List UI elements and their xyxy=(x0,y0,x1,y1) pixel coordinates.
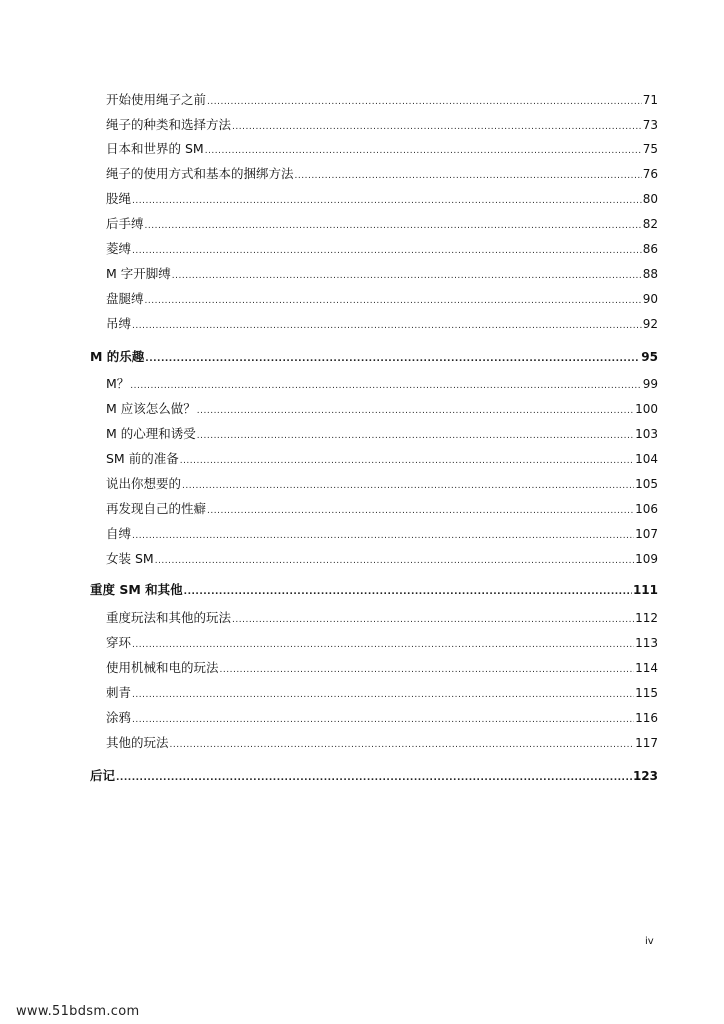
toc-entry-page: 115 xyxy=(635,686,658,700)
toc-entry-page: 76 xyxy=(642,167,658,181)
toc-section-entry[interactable] xyxy=(106,683,658,703)
toc-section-entry[interactable] xyxy=(106,449,658,469)
toc-entry-title: 绳子的使用方式和基本的捆绑方法 xyxy=(106,166,294,181)
toc-section-entry[interactable] xyxy=(106,164,658,184)
toc-dot-leader xyxy=(232,117,642,137)
toc-entry-title: SM 前的准备 xyxy=(106,451,179,466)
toc-section-entry[interactable] xyxy=(106,658,658,678)
toc-entry-title: 女装 SM xyxy=(106,551,154,566)
toc-section-entry[interactable] xyxy=(106,314,658,334)
toc-entry-title: M 应该怎么做？ xyxy=(106,401,196,416)
toc-entry-page: 104 xyxy=(635,452,658,466)
toc-dot-leader xyxy=(205,141,642,161)
toc-entry-page: 111 xyxy=(632,583,658,597)
toc-dot-leader xyxy=(295,166,642,186)
toc-entry-page: 90 xyxy=(642,292,658,306)
watermark: www.51bdsm.com xyxy=(16,1004,140,1019)
toc-entry-title: M？ xyxy=(106,376,130,391)
toc-dot-leader xyxy=(207,501,634,521)
toc-dot-leader xyxy=(207,92,642,112)
toc-entry-page: 99 xyxy=(642,377,658,391)
toc-section-entry[interactable] xyxy=(106,214,658,234)
toc-entry-title: 重度玩法和其他的玩法 xyxy=(106,610,232,625)
toc-entry-page: 117 xyxy=(635,736,658,750)
toc-entry-title: 说出你想要的 xyxy=(106,476,182,491)
toc-section-entry[interactable] xyxy=(106,733,658,753)
toc-dot-leader xyxy=(132,191,642,211)
toc-section-entry[interactable] xyxy=(106,424,658,444)
toc-entry-title: 自缚 xyxy=(106,526,132,541)
toc-entry-page: 106 xyxy=(635,502,658,516)
toc-dot-leader xyxy=(132,635,634,655)
toc-section-entry[interactable] xyxy=(106,374,658,394)
toc-entry-title: 菱缚 xyxy=(106,241,132,256)
toc-dot-leader xyxy=(116,768,632,788)
toc-dot-leader xyxy=(197,401,634,421)
toc-entry-title: 后手缚 xyxy=(106,216,144,231)
toc-section-entry[interactable] xyxy=(106,499,658,519)
toc-dot-leader xyxy=(172,266,642,286)
toc-dot-leader xyxy=(184,582,632,602)
toc-entry-title: 后记 xyxy=(90,768,116,783)
toc-dot-leader xyxy=(145,291,642,311)
toc-section-entry[interactable] xyxy=(106,708,658,728)
toc-entry-title: 使用机械和电的玩法 xyxy=(106,660,219,675)
toc-section-entry[interactable] xyxy=(106,90,658,110)
toc-entry-page: 92 xyxy=(642,317,658,331)
toc-dot-leader xyxy=(170,735,635,755)
toc-section-entry[interactable] xyxy=(106,139,658,159)
toc-entry-page: 82 xyxy=(642,217,658,231)
toc-entry-title: 其他的玩法 xyxy=(106,735,169,750)
toc-section-entry[interactable] xyxy=(106,239,658,259)
toc-dot-leader xyxy=(155,551,634,571)
toc-entry-title: 盘腿缚 xyxy=(106,291,144,306)
toc-dot-leader xyxy=(145,349,640,369)
toc-entry-page: 114 xyxy=(635,661,658,675)
toc-dot-leader xyxy=(132,526,634,546)
toc-dot-leader xyxy=(180,451,634,471)
toc-section-entry[interactable] xyxy=(106,633,658,653)
toc-entry-page: 100 xyxy=(635,402,658,416)
toc-section-entry[interactable] xyxy=(106,524,658,544)
toc-dot-leader xyxy=(132,241,642,261)
toc-dot-leader xyxy=(182,476,634,496)
toc-section-entry[interactable] xyxy=(106,189,658,209)
toc-entry-page: 80 xyxy=(642,192,658,206)
toc-section-entry[interactable] xyxy=(106,264,658,284)
toc-dot-leader xyxy=(132,685,634,705)
toc-entry-title: 开始使用绳子之前 xyxy=(106,92,207,107)
toc-dot-leader xyxy=(232,610,634,630)
toc-entry-page: 105 xyxy=(635,477,658,491)
toc-dot-leader xyxy=(130,376,641,396)
toc-entry-page: 113 xyxy=(635,636,658,650)
toc-entry-page: 86 xyxy=(642,242,658,256)
toc-entry-page: 88 xyxy=(642,267,658,281)
toc-entry-page: 73 xyxy=(642,118,658,132)
toc-entry-page: 112 xyxy=(635,611,658,625)
toc-entry-title: 刺青 xyxy=(106,685,132,700)
toc-dot-leader xyxy=(132,710,634,730)
toc-entry-title: M 的乐趣 xyxy=(90,349,145,364)
toc-chapter-entry[interactable] xyxy=(90,580,658,600)
toc-entry-title: 重度 SM 和其他 xyxy=(90,582,183,597)
toc-entry-title: M 字开脚缚 xyxy=(106,266,171,281)
toc-entry-title: 涂鸦 xyxy=(106,710,132,725)
toc-dot-leader xyxy=(220,660,635,680)
toc-entry-page: 75 xyxy=(642,142,658,156)
toc-entry-title: 绳子的种类和选择方法 xyxy=(106,117,232,132)
toc-entry-page: 95 xyxy=(641,350,658,364)
toc-entry-title: 吊缚 xyxy=(106,316,132,331)
toc-entry-page: 109 xyxy=(635,552,658,566)
toc-chapter-entry[interactable] xyxy=(90,766,658,786)
toc-section-entry[interactable] xyxy=(106,608,658,628)
toc-entry-title: M 的心理和诱受 xyxy=(106,426,196,441)
toc-dot-leader xyxy=(197,426,634,446)
toc-section-entry[interactable] xyxy=(106,115,658,135)
toc-entry-page: 116 xyxy=(635,711,658,725)
toc-entry-page: 103 xyxy=(635,427,658,441)
toc-dot-leader xyxy=(145,216,642,236)
toc-entry-page: 71 xyxy=(642,93,658,107)
toc-chapter-entry[interactable] xyxy=(90,347,658,367)
toc-entry-title: 再发现自己的性癖 xyxy=(106,501,207,516)
toc-section-entry[interactable] xyxy=(106,399,658,419)
toc-section-entry[interactable] xyxy=(106,289,658,309)
toc-entry-page: 107 xyxy=(635,527,658,541)
toc-entry-page: 123 xyxy=(632,769,658,783)
toc-entry-title: 穿环 xyxy=(106,635,132,650)
toc-section-entry[interactable] xyxy=(106,474,658,494)
toc-dot-leader xyxy=(132,316,642,336)
toc-entry-title: 股绳 xyxy=(106,191,132,206)
toc-section-entry[interactable] xyxy=(106,549,658,569)
toc-entry-title: 日本和世界的 SM xyxy=(106,141,204,156)
page-number: iv xyxy=(645,936,654,947)
